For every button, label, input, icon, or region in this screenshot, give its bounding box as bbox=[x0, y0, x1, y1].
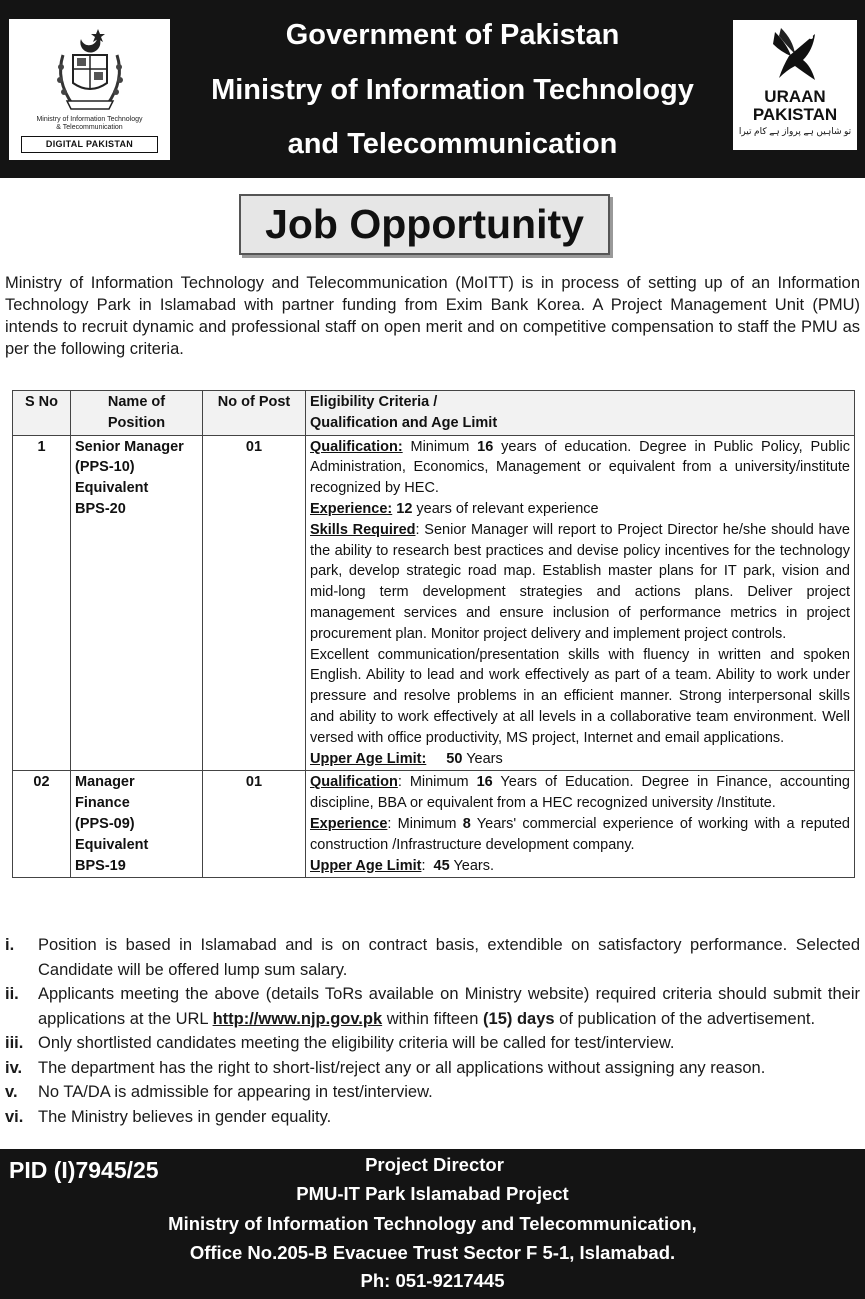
job-opportunity-heading: Job Opportunity bbox=[239, 194, 610, 255]
experience-text: Experience: 12 years of relevant experience bbox=[310, 500, 599, 517]
terms-list bbox=[5, 933, 860, 1129]
list-item: ii. Applicants meeting the above (details ToRs available on Ministry website) required criteria should submit their applications at the URL http://www.njp.gov.pk within fifteen (15) days of publication of the advertisement. bbox=[5, 985, 860, 1028]
uraan-pakistan-logo bbox=[733, 20, 857, 150]
row-criteria bbox=[306, 435, 855, 771]
list-item: v. No TA/DA is admissible for appearing in test/interview. bbox=[5, 1083, 433, 1101]
skills-text-2: Excellent communication/presentation skills with fluency in written and spoken English. Ability to lead and work effectively as part of a team. Ability to work under pressure and resolve problems in an efficient manner. Strong interpersonal skills and ability to work effectively at all levels in a collaborative team environment. Well versed with office productivity, MS project, Internet and email applications. bbox=[310, 646, 850, 746]
footer-line-1: Project Director bbox=[365, 1154, 504, 1175]
row-posts: 01 bbox=[203, 435, 306, 771]
uraan-pakistan-wordmark: URAAN PAKISTAN bbox=[752, 87, 838, 124]
table-row bbox=[13, 435, 855, 771]
list-item: i. Position is based in Islamabad and is on contract basis, extendible on satisfactory performance. Selected Candidate will be offered lump sum salary. bbox=[5, 936, 860, 979]
row-position: Manager Finance (PPS-09) Equivalent BPS-19 bbox=[71, 771, 203, 878]
row-criteria bbox=[306, 771, 855, 878]
skills-text: Skills Required: Senior Manager will report to Project Director he/she should have the ability to research best practices and devise policy incentives for the technology park, develop strategic road map. Establish master plans for IT park, vision and mid-long term development strategies and actions plans. Deliver project management services and ensure inclusion of performance metrics in project procurement plan. Monitor project delivery and implement project controls. bbox=[310, 521, 850, 642]
age-limit: Upper Age Limit: 50 Years bbox=[310, 750, 503, 767]
footer-band bbox=[0, 1149, 865, 1299]
qualification-text: Qualification: Minimum 16 years of education. Degree in Public Policy, Public Administration, Economics, Management or equivalent from a university/institute recognized by HEC. bbox=[310, 438, 850, 497]
positions-table bbox=[12, 390, 855, 878]
footer-line-5: Ph: 051-9217445 bbox=[360, 1270, 505, 1291]
application-url-link[interactable]: http://www.njp.gov.pk bbox=[212, 1009, 383, 1028]
table-header-row bbox=[13, 391, 855, 436]
intro-paragraph: Ministry of Information Technology and Telecommunication (MoITT) is in process of setting up of an Information Technology Park in Islamabad with partner funding from Exim Bank Korea. A Project Management Unit (PMU) intends to recruit dynamic and professional staff on open merit and on competitive compensation to staff the PMU as per the following criteria. bbox=[5, 274, 860, 358]
experience-text: Experience: Minimum 8 Years' commercial experience of working with a reputed construction /Infrastructure development company. bbox=[310, 815, 850, 853]
pid-number: PID (I)7945/25 bbox=[9, 1157, 159, 1183]
row-sno: 02 bbox=[13, 771, 71, 878]
header-criteria: Eligibility Criteria / Qualification and Age Limit bbox=[306, 391, 855, 436]
list-item: vi. The Ministry believes in gender equality. bbox=[5, 1107, 332, 1126]
footer-line-4: Office No.205-B Evacuee Trust Sector F 5-1, Islamabad. bbox=[189, 1242, 676, 1263]
digital-pakistan-badge: DIGITAL PAKISTAN bbox=[21, 136, 158, 153]
list-item: iii. Only shortlisted candidates meeting the eligibility criteria will be called for test/interview. bbox=[5, 1034, 675, 1052]
row-position: Senior Manager (PPS-10) Equivalent BPS-20 bbox=[71, 435, 203, 771]
header-title-line-3: and Telecommunication bbox=[287, 128, 618, 160]
row-sno: 1 bbox=[13, 435, 71, 771]
header-position: Name of Position bbox=[71, 391, 203, 436]
header-title-line-1: Government of Pakistan bbox=[285, 19, 620, 51]
qualification-text: Qualification: Minimum 16 Years of Education. Degree in Finance, accounting discipline, BBA or equivalent from a HEC recognized university /Institute. bbox=[310, 774, 850, 812]
age-limit: Upper Age Limit: 45 Years. bbox=[310, 857, 495, 874]
footer-line-3: Ministry of Information Technology and Telecommunication, bbox=[168, 1213, 697, 1234]
row-posts: 01 bbox=[203, 771, 306, 878]
list-item: iv. The department has the right to short-list/reject any or all applications without assigning any reason. bbox=[5, 1058, 766, 1077]
footer-line-2: PMU-IT Park Islamabad Project bbox=[296, 1183, 569, 1204]
urdu-tagline: تو شاہیں ہے پرواز ہے کام تیرا bbox=[738, 126, 852, 136]
table-row bbox=[13, 771, 855, 878]
ministry-logo bbox=[9, 19, 170, 160]
header-band bbox=[0, 0, 865, 178]
header-posts: No of Post bbox=[203, 391, 306, 436]
ministry-logo-caption: Ministry of Information Technology & Telecommunication bbox=[36, 116, 143, 131]
header-sno: S No bbox=[13, 391, 71, 436]
header-title-line-2: Ministry of Information Technology bbox=[211, 74, 694, 106]
government-seal-icon bbox=[51, 25, 129, 117]
eagle-icon bbox=[767, 26, 823, 86]
